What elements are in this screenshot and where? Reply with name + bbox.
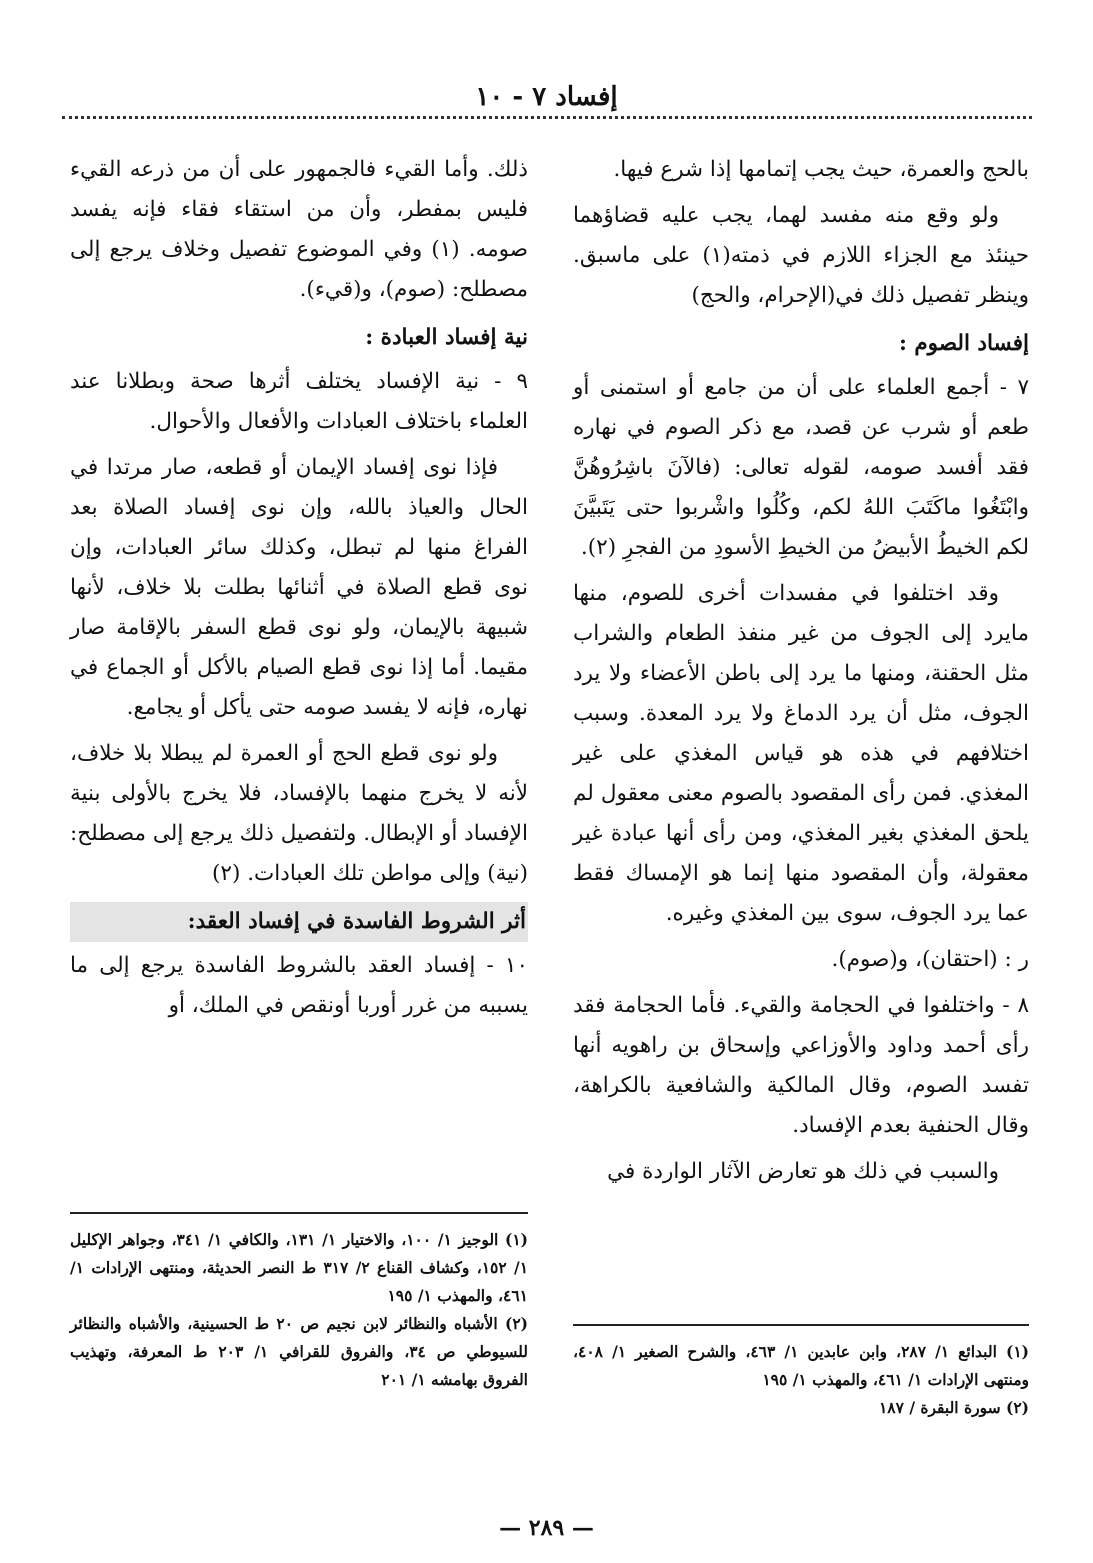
- page-number: — ٢٨٩ —: [499, 1515, 594, 1541]
- paragraph: ٩ - نية الإفساد يختلف أثرها صحة وبطلانا عند العلماء باختلاف العبادات والأفعال والأحوال.: [70, 369, 528, 434]
- paragraph: والسبب في ذلك هو تعارض الآثار الواردة في: [607, 1159, 999, 1184]
- section-heading-shurut: أثر الشروط الفاسدة في إفساد العقد:: [70, 902, 528, 942]
- footnote: (٢) سورة البقرة / ١٨٧: [878, 1398, 1029, 1417]
- paragraph: ولو وقع منه مفسد لهما، يجب عليه قضاؤهما حينئذ مع الجزاء اللازم في ذمته(١) على ماسبق. وينظر تفصيل ذلك في(الإحرام، والحج): [573, 203, 1029, 308]
- section-heading-niyya: نية إفساد العبادة :: [365, 325, 528, 350]
- footnote-rule: [573, 1324, 1029, 1326]
- paragraph: ٧ - أجمع العلماء على أن من جامع أو استمنى أو طعم أو شرب عن قصد، مع ذكر الصوم في نهاره فقد أفسد صومه، لقوله تعالى: (فالآنَ باشِرُوهُنَّ وابْتَغُوا ماكَتَبَ اللهُ لكم، وكُلُوا واشْربوا حتى يَتَبيَّنَ لكم الخيطُ الأبيضُ من الخيطِ الأسودِ من الفجرِ (٢).: [573, 375, 1029, 560]
- footnotes-right: [573, 1338, 1029, 1422]
- right-column: [573, 150, 1029, 1198]
- paragraph: ذلك. وأما القيء فالجمهور على أن من ذرعه القيء فليس بمفطر، وأن من استقاء فقاء فإنه يفسد صومه. (١) وفي الموضوع تفصيل وخلاف يرجع إلى مصطلح: (صوم)، و(قيء).: [70, 157, 528, 302]
- left-column: [70, 150, 528, 1032]
- cross-reference: ر : (احتقان)، و(صوم).: [831, 947, 1029, 972]
- paragraph: ١٠ - إفساد العقد بالشروط الفاسدة يرجع إلى ما يسببه من غرر أوربا أونقص في الملك، أو: [70, 953, 528, 1018]
- footnote: (٢) الأشباه والنظائر لابن نجيم ص ٢٠ ط الحسينية، والأشباه والنظائر للسيوطي ص ٣٤، والفروق للقرافي ١/ ٢٠٣ ط المعرفة، وتهذيب الفروق بهامشه ١/ ٢٠١: [70, 1314, 528, 1389]
- footnotes-left: [70, 1226, 528, 1394]
- header-dotted-rule: [62, 116, 1032, 119]
- footnote: (١) الوجيز ١/ ١٠٠، والاختيار ١/ ١٣١، والكافي ١/ ٣٤١، وجواهر الإكليل ١/ ١٥٢، وكشاف القناع ٢/ ٣١٧ ط النصر الحديثة، ومنتهى الإرادات ١/ ٤٦١، والمهذب ١/ ١٩٥: [70, 1230, 529, 1305]
- paragraph: بالحج والعمرة، حيث يجب إتمامها إذا شرع فيها.: [613, 157, 1029, 182]
- running-header: إفساد ٧ - ١٠: [475, 82, 618, 112]
- footnote-rule: [70, 1212, 528, 1214]
- section-heading-sawm: إفساد الصوم :: [898, 331, 1029, 356]
- paragraph: فإذا نوى إفساد الإيمان أو قطعه، صار مرتدا في الحال والعياذ بالله، وإن نوى إفساد الصلاة بعد الفراغ منها لم تبطل، وكذلك سائر العبادات، وإن نوى قطع الصلاة في أثنائها بطلت بلا خلاف، لأنها شبيهة بالإيمان، ولو نوى قطع السفر بالإقامة صار مقيما. أما إذا نوى قطع الصيام بالأكل أو الجماع في نهاره، فإنه لا يفسد صومه حتى يأكل أو يجامع.: [70, 455, 528, 720]
- footnote: (١) البدائع ١/ ٢٨٧، وابن عابدين ١/ ٤٦٣، والشرح الصغير ١/ ٤٠٨، ومنتهى الإرادات ١/ ٤٦١، والمهذب ١/ ١٩٥: [573, 1342, 1029, 1389]
- paragraph: وقد اختلفوا في مفسدات أخرى للصوم، منها مايرد إلى الجوف من غير منفذ الطعام والشراب مثل الحقنة، ومنها ما يرد إلى باطن الأعضاء ولا يرد الجوف، مثل أن يرد الدماغ ولا يرد المعدة. وسبب اختلافهم في هذه هو قياس المغذي على غير المغذي. فمن رأى المقصود بالصوم معنى معقول لم يلحق المغذي بغير المغذي، ومن رأى أنها عبادة غير معقولة، وأن المقصود منها إنما هو الإمساك فقط عما يرد الجوف، سوى بين المغذي وغيره.: [573, 581, 1029, 926]
- paragraph: ولو نوى قطع الحج أو العمرة لم يبطلا بلا خلاف، لأنه لا يخرج منهما بالإفساد، فلا يخرج بالأولى بنية الإفساد أو الإبطال. ولتفصيل ذلك يرجع إلى مصطلح: (نية) وإلى مواطن تلك العبادات. (٢): [70, 741, 528, 886]
- paragraph: ٨ - واختلفوا في الحجامة والقيء. فأما الحجامة فقد رأى أحمد وداود والأوزاعي وإسحاق بن راهويه أنها تفسد الصوم، وقال المالكية والشافعية بالكراهة، وقال الحنفية بعدم الإفساد.: [573, 993, 1029, 1138]
